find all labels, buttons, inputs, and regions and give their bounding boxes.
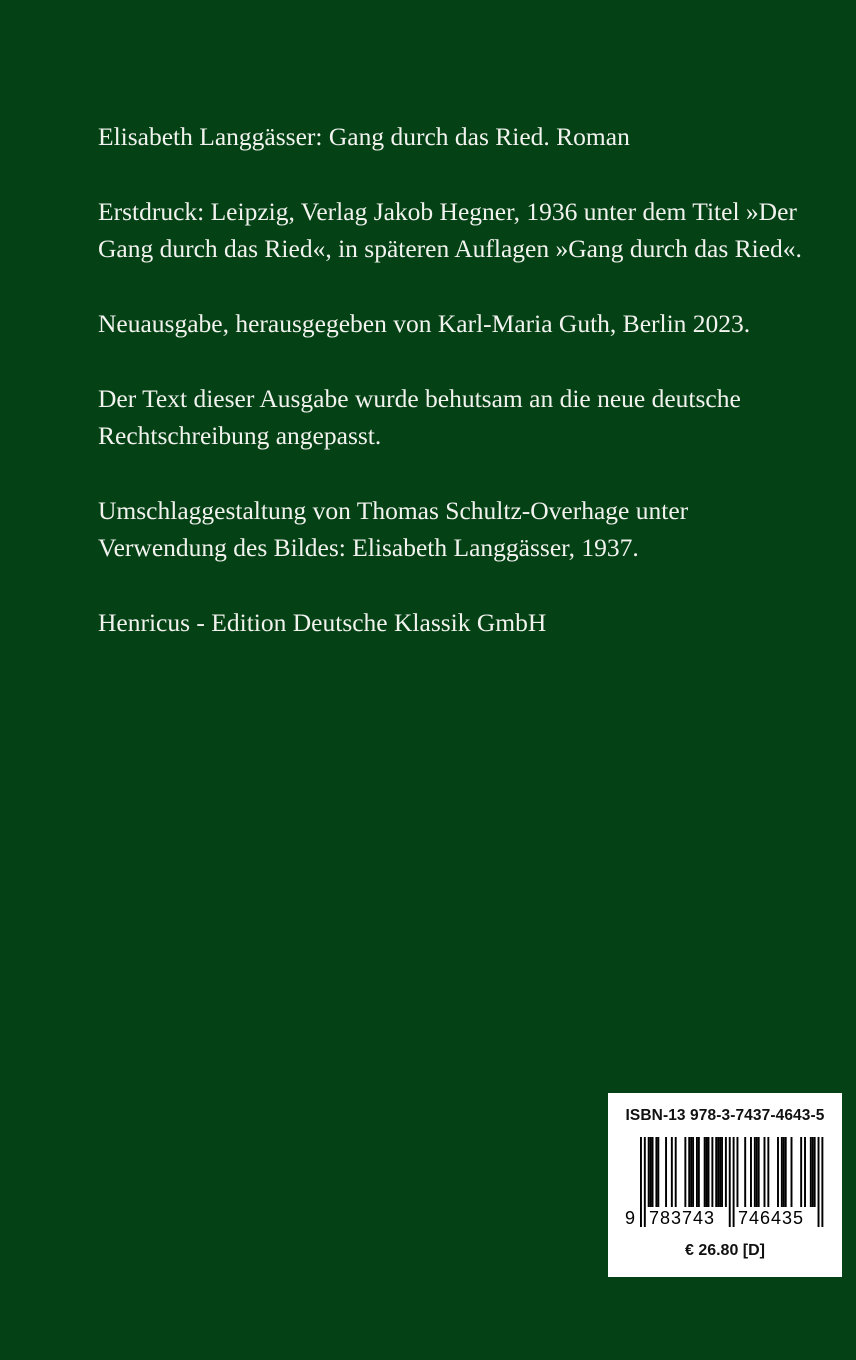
barcode-bar — [781, 1137, 783, 1207]
barcode-bar — [706, 1137, 708, 1207]
imprint-title-line: Elisabeth Langgässer: Gang durch das Ried. Roman — [98, 122, 630, 151]
barcode-bar — [704, 1137, 706, 1207]
barcode-bar — [783, 1137, 785, 1207]
barcode-bar — [715, 1137, 717, 1207]
barcode-bar — [756, 1137, 758, 1207]
barcode-bar — [744, 1137, 746, 1207]
barcode-bar — [692, 1137, 694, 1207]
barcode-bar — [791, 1137, 793, 1207]
barcode-bar — [729, 1137, 731, 1227]
barcode-bar — [804, 1137, 806, 1207]
barcode-bar — [671, 1137, 673, 1207]
barcode-bar — [800, 1137, 802, 1207]
barcode-bar — [733, 1137, 735, 1227]
barcode-bar — [821, 1137, 823, 1227]
barcode-bar — [785, 1137, 787, 1207]
barcode-bar — [696, 1137, 698, 1207]
barcode-bar — [750, 1137, 752, 1207]
imprint-orthography-note: Der Text dieser Ausgabe wurde behutsam an die neue deutsche Rechtschreibung angepasst. — [98, 384, 741, 450]
barcode-bar — [812, 1137, 814, 1207]
imprint-text — [98, 118, 818, 679]
barcode-bar — [711, 1137, 713, 1207]
barcode-bar — [810, 1137, 812, 1207]
isbn-barcode-label — [608, 1093, 842, 1277]
barcode-digit-first: 9 — [624, 1208, 636, 1228]
barcode-bar — [725, 1137, 727, 1207]
barcode-bar — [754, 1137, 756, 1207]
barcode-bar — [719, 1137, 721, 1207]
barcode-digits-right: 746435 — [737, 1208, 805, 1228]
barcode-bar — [690, 1137, 692, 1207]
barcode-bar — [717, 1137, 719, 1207]
imprint-publisher: Henricus - Edition Deutsche Klassik GmbH — [98, 608, 547, 637]
barcode-bar — [777, 1137, 779, 1207]
barcode-bar — [675, 1137, 677, 1207]
barcode-bar — [814, 1137, 816, 1207]
imprint-cover-design: Umschlaggestaltung von Thomas Schultz-Overhage unter Verwendung des Bildes: Elisabeth Langgässer, 1937. — [98, 496, 689, 562]
barcode-bar — [655, 1137, 657, 1207]
barcode-bar — [648, 1137, 650, 1207]
barcode-bar — [652, 1137, 654, 1207]
barcode-bar — [688, 1137, 690, 1207]
barcode-bar — [698, 1137, 700, 1207]
barcode-bar — [665, 1137, 667, 1207]
barcode-bar — [650, 1137, 652, 1207]
imprint-first-edition: Erstdruck: Leipzig, Verlag Jakob Hegner, 1936 unter dem Titel »Der Gang durch das Ried«, in späteren Auflagen »Gang durch das Ried«. — [98, 197, 802, 263]
barcode-bar — [684, 1137, 686, 1207]
isbn-number: ISBN-13 978-3-7437-4643-5 — [625, 1107, 825, 1124]
barcode-bar — [640, 1137, 642, 1227]
barcode-bar — [767, 1137, 769, 1207]
barcode-bar — [737, 1137, 739, 1207]
barcode-digits-left: 783743 — [648, 1208, 716, 1228]
imprint-new-edition: Neuausgabe, herausgegeben von Karl-Maria Guth, Berlin 2023. — [98, 309, 751, 338]
barcode-bar — [764, 1137, 766, 1207]
barcode-bar — [644, 1137, 646, 1227]
barcode-bar — [657, 1137, 659, 1207]
price-label: € 26.80 [D] — [684, 1242, 766, 1259]
barcode-bar — [758, 1137, 760, 1207]
barcode-bar — [708, 1137, 710, 1207]
barcode-bar — [818, 1137, 820, 1227]
barcode-bar — [721, 1137, 723, 1207]
